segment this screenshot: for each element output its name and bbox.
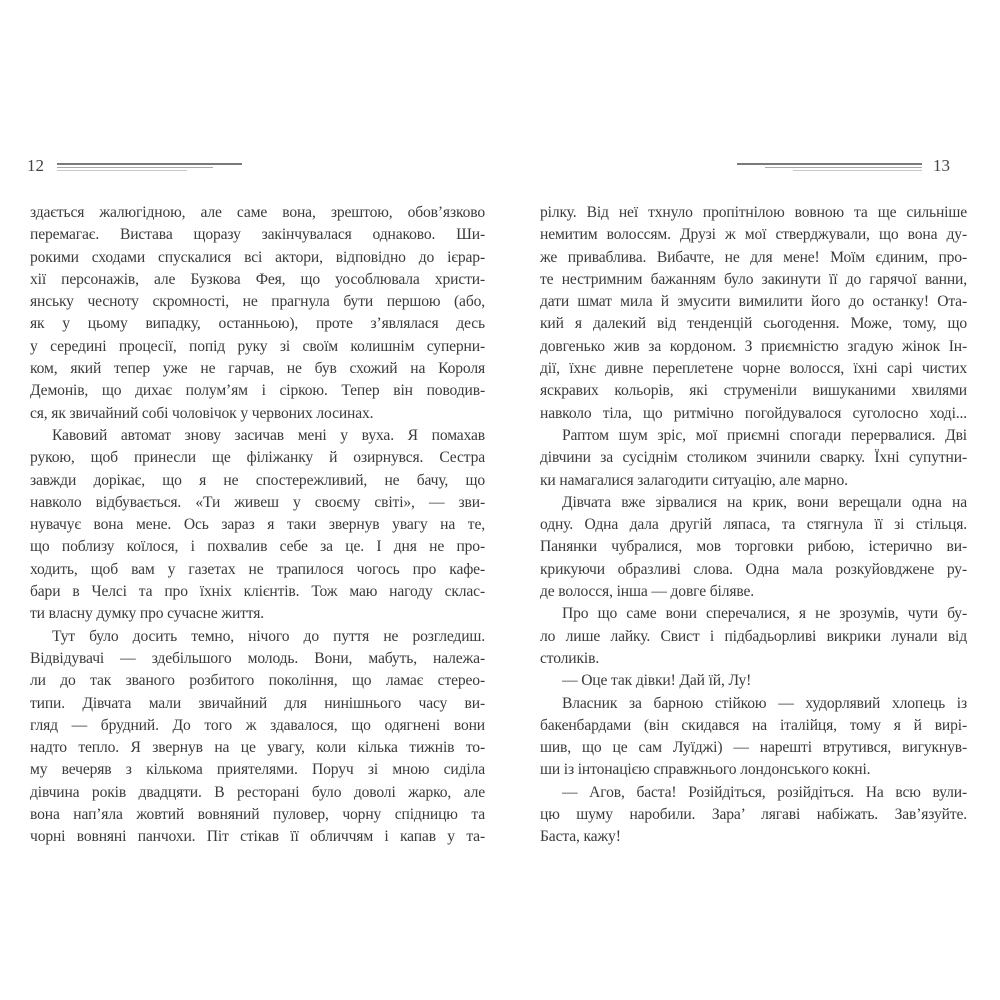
header-rule	[57, 163, 242, 165]
text-line: Тут було досить темно, нічого до пуття не розгледиш.	[52, 627, 485, 645]
page-number-right: 13	[933, 156, 950, 175]
text-line: ли до так званого розбитого покоління, що ламає стерео-	[30, 672, 485, 690]
text-line: кий я далекий від тенденцій сьогодення. Може, тому, що	[540, 315, 967, 333]
text-line: яскравих кольорів, які струменіли вишуканими хвилями	[540, 382, 967, 400]
text-line: хії персонажів, але Бузкова Фея, що уособлювала христи-	[30, 270, 485, 288]
text-line: навколо відбувається. «Ти живеш у своєму світі», — зви-	[30, 493, 485, 511]
header-rule	[57, 167, 213, 168]
text-line: гляд — брудний. До того ж здавалося, що одягнені вони	[30, 716, 485, 734]
text-line: надто тепло. Я звернув на це увагу, коли кілька тижнів то-	[30, 739, 485, 757]
text-line: немитим волоссям. Друзі ж мої стверджували, що вона ду-	[540, 226, 967, 244]
text-line: типи. Дівчата мали звичайний для нинішнього часу ви-	[30, 694, 485, 712]
text-line: ши із інтонацією справжнього лондонського кокні.	[540, 761, 871, 779]
text-line: ком, який тепер уже не гарчав, не був схожий на Короля	[30, 360, 485, 378]
text-line: Кавовий автомат знову засичав мені у вуха. Я помахав	[52, 426, 485, 444]
text-line: янську чесноту скромності, не прагнула бути першою (або,	[30, 293, 485, 311]
text-line: нувачує вона мене. Ось зараз я таки звернув увагу на те,	[30, 516, 485, 534]
text-line: столиків.	[540, 649, 600, 667]
text-line: дати шмат мила й змусити вимилити його до останку! Ота-	[540, 293, 967, 311]
header-rule	[57, 170, 187, 171]
text-line: довгенько жив за кордоном. З приємністю згадую жінок Ін-	[540, 337, 967, 355]
text-line: одну. Одна дала другій ляпаса, та стягнула її зі стільця.	[540, 516, 967, 534]
text-line: завжди дорікає, що я не спостережливий, не бачу, що	[30, 471, 485, 489]
text-line: ло лише лайку. Свист і підбадьорливі викрики лунали від	[540, 627, 967, 645]
text-line: рілку. Від неї тхнуло пропітнілою вовною та ще сильніше	[540, 204, 967, 221]
text-line: ки намагалися залагодити ситуацію, але марно.	[540, 471, 848, 489]
text-line: що поблизу коїлося, і похвалив себе за це. І дня не про-	[30, 538, 485, 556]
text-line: де волосся, інша — довге біляве.	[540, 583, 754, 601]
text-line: Раптом шум зріс, мої приємні спогади перервалися. Дві	[562, 426, 967, 444]
page-number-left: 12	[27, 156, 44, 175]
text-line: те нестримним бажанням було закинути її до гарячої ванни,	[540, 270, 967, 288]
text-line: рукою, щоб принесли ще філіжанку й озирнувся. Сестра	[30, 449, 485, 467]
text-line: дівчини за сусіднім столиком зчинили сварку. Їхні супутни-	[540, 449, 967, 467]
text-line: у середині процесії, попід руку зі своїм колишнім суперни-	[30, 337, 485, 355]
text-line: дівчина років двадцяти. В ресторані було доволі жарко, але	[30, 783, 485, 801]
text-line: бари в Челсі та про їхніх клієнтів. Тож маю нагоду склас-	[30, 583, 485, 601]
text-line: Дівчата вже зірвалися на крик, вони верещали одна на	[562, 493, 967, 511]
right-running-header	[500, 154, 1000, 178]
text-line: Власник за барною стійкою — худорлявий хлопець із	[562, 694, 967, 712]
header-rule	[765, 167, 922, 168]
text-line: — Оце так дівки! Дай їй, Лу!	[562, 672, 752, 690]
text-line: ти власну думку про сучасне життя.	[30, 605, 265, 623]
text-line: навколо тіла, що ритмічно погойдувалося суголосно ході...	[540, 404, 967, 422]
text-line: бакенбардами (він скидався на італійця, тому я й вирі-	[540, 716, 967, 734]
left-running-header	[0, 154, 500, 178]
header-rule	[793, 170, 922, 171]
text-line: вона нап’яла жовтий вовняний пуловер, чорну спідницю та	[30, 806, 485, 824]
text-line: — Агов, баста! Розійдіться, розійдіться. На всю вули-	[562, 783, 967, 801]
text-line: цю шуму наробили. Зара’ лягаві набіжать. Зав’язуйте.	[540, 806, 967, 824]
text-line: здається жалюгідною, але саме вона, зрештою, обов’язково	[30, 204, 485, 221]
text-line: Демонів, що дихає полум’ям і сіркою. Тепер він поводив-	[30, 382, 485, 400]
right-page-body	[540, 202, 967, 849]
text-line: Про що саме вони сперечалися, я не зрозумів, чути бу-	[562, 605, 967, 623]
text-line: ходить, щоб вам у газетах не трапилося чогось про кафе-	[30, 560, 485, 578]
text-line: крикуючи образливі слова. Одна мала розкуйовджене ру-	[540, 560, 967, 578]
text-line: перемагає. Вистава щоразу закінчувалася однаково. Ши-	[30, 226, 485, 244]
text-line: як у цьому випадку, останньою), проте з’являлася десь	[30, 315, 485, 333]
text-line: Відвідувачі — здебільшого молодь. Вони, мабуть, належа-	[30, 649, 485, 667]
text-line: рокими сходами спускалися всі актори, відповідно до ієрар-	[30, 248, 485, 266]
text-line: дії, їхнє дивне переплетене чорне волосся, їхні сарі чистих	[540, 360, 967, 378]
text-line: шив, що це сам Луїджі) — нарешті втрутився, вигукнув-	[540, 739, 967, 757]
left-page-body	[30, 202, 485, 849]
text-line: же приваблива. Вибачте, не для мене! Моїм єдиним, про-	[540, 248, 967, 266]
text-line: му вечеряв з кількома приятелями. Поруч зі мною сиділа	[30, 761, 485, 779]
text-line: Панянки чубралися, мов торговки рибою, істерично ви-	[540, 538, 967, 556]
text-line: чорні вовняні панчохи. Піт стікав її обличчям і капав у та-	[30, 828, 485, 846]
text-line: Баста, кажу!	[540, 828, 621, 846]
header-rule	[737, 163, 922, 165]
text-line: ся, як звичайний собі чоловічок у червоних лосинах.	[30, 404, 374, 422]
